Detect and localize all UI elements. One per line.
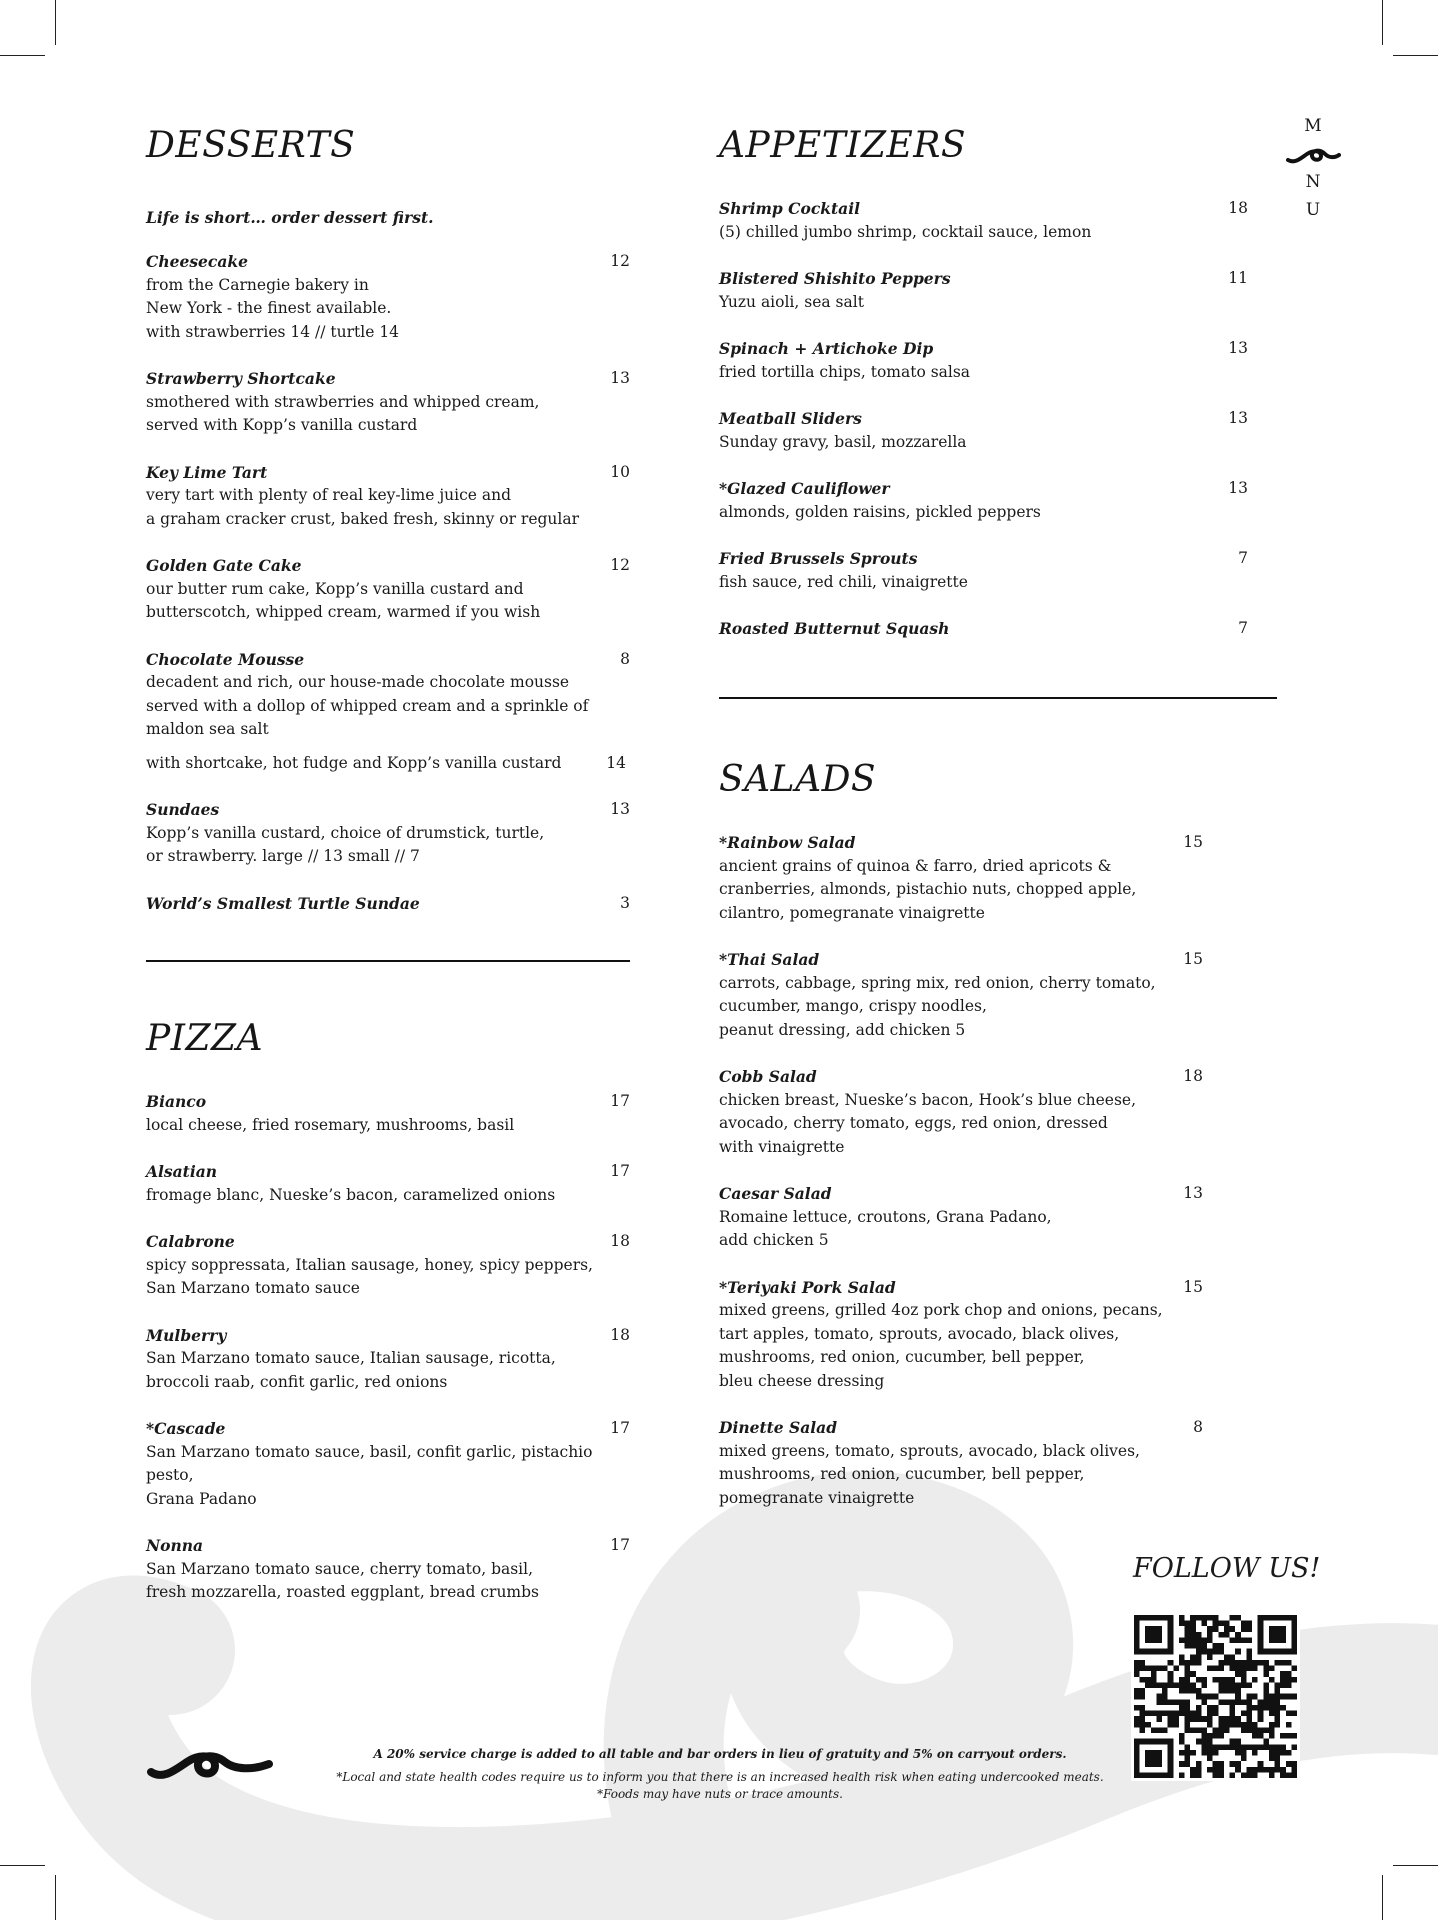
item-name: Sundaes — [146, 800, 220, 819]
menu-item — [719, 407, 1248, 454]
item-description: mixed greens, grilled 4oz pork chop and onions, pecans, tart apples, tomato, sprouts, avocado, black olives, mushrooms, red onion, cucumber, bell pepper, bleu cheese dressing — [719, 1301, 1163, 1390]
item-name: Nonna — [146, 1536, 204, 1555]
item-name: *Glazed Cauliflower — [719, 479, 890, 498]
qr-code-icon — [1134, 1615, 1297, 1778]
section-divider — [146, 960, 630, 962]
pizza-section — [146, 1018, 630, 1605]
item-description: local cheese, fried rosemary, mushrooms, basil — [146, 1115, 515, 1134]
crop-mark — [55, 1875, 56, 1920]
item-name: Spinach + Artichoke Dip — [719, 339, 934, 358]
menu-item — [719, 617, 1248, 641]
item-price: 18 — [610, 1325, 630, 1344]
item-name: Meatball Sliders — [719, 409, 862, 428]
item-name: Blistered Shishito Peppers — [719, 269, 951, 288]
menu-item — [719, 267, 1248, 314]
salads-section — [719, 759, 1203, 1510]
menu-item — [146, 798, 630, 869]
item-price: 15 — [1183, 1277, 1203, 1296]
item-price: 8 — [1193, 1418, 1203, 1436]
item-name: *Teriyaki Pork Salad — [719, 1277, 896, 1297]
menu-item — [719, 477, 1248, 524]
item-price: 12 — [610, 556, 630, 574]
item-description: Romaine lettuce, croutons, Grana Padano, add chicken 5 — [719, 1207, 1052, 1249]
item-description: mixed greens, tomato, sprouts, avocado, black olives, mushrooms, red onion, cucumber, bell pepper, pomegranate vinaigrette — [719, 1441, 1140, 1507]
item-description: (5) chilled jumbo shrimp, cocktail sauce, lemon — [719, 222, 1092, 241]
menu-letter-u: U — [1305, 200, 1321, 220]
menu-item — [146, 1160, 630, 1207]
crop-mark — [1382, 0, 1383, 45]
menu-item — [146, 1324, 630, 1395]
menu-item — [719, 1182, 1203, 1253]
crop-mark — [1393, 55, 1438, 56]
desserts-title: DESSERTS — [146, 125, 356, 166]
item-description: Sunday gravy, basil, mozzarella — [719, 432, 967, 451]
health-code-note: *Local and state health codes require us to inform you that there is an increased health risk when eating undercooked meats. — [336, 1770, 1104, 1784]
service-charge-note: A 20% service charge is added to all table and bar orders in lieu of gratuity and 5% on carryout orders. — [373, 1747, 1067, 1761]
item-name: Calabrone — [146, 1232, 235, 1251]
item-description: ancient grains of quinoa & farro, dried apricots & cranberries, almonds, pistachio nuts, chopped apple, cilantro, pomegranate vinaigrette — [719, 856, 1137, 922]
item-name: Cobb Salad — [719, 1067, 817, 1086]
crop-mark — [55, 0, 56, 45]
crop-mark — [1382, 1875, 1383, 1920]
desserts-tagline: Life is short… order dessert first. — [146, 208, 434, 227]
item-price: 13 — [610, 369, 630, 387]
menu-item — [146, 554, 630, 625]
item-name: Key Lime Tart — [146, 462, 268, 482]
item-price: 13 — [1183, 1184, 1203, 1202]
item-price: 13 — [1228, 339, 1248, 357]
item-price: 7 — [1238, 549, 1248, 567]
menu-item — [719, 1065, 1203, 1159]
item-description: fish sauce, red chili, vinaigrette — [719, 572, 968, 591]
item-description: very tart with plenty of real key-lime juice and a graham cracker crust, baked fresh, skinny or regular — [146, 486, 580, 528]
item-price: 18 — [610, 1232, 630, 1250]
item-price: 11 — [1228, 269, 1248, 287]
item-price: 17 — [610, 1536, 630, 1554]
qr-code[interactable] — [1131, 1612, 1300, 1781]
crop-mark — [0, 1865, 45, 1866]
item-description: San Marzano tomato sauce, cherry tomato, basil, fresh mozzarella, roasted eggplant, bread crumbs — [146, 1559, 540, 1601]
menu-item — [146, 1417, 630, 1511]
desserts-section — [146, 125, 630, 962]
item-description: San Marzano tomato sauce, basil, confit garlic, pistachio pesto, Grana Padano — [146, 1442, 593, 1508]
pizza-title: PIZZA — [146, 1018, 263, 1059]
menu-item — [719, 831, 1203, 925]
item-price: 3 — [620, 893, 630, 912]
item-name: Mulberry — [146, 1325, 227, 1345]
menu-item — [146, 892, 630, 916]
menu-item — [146, 648, 630, 742]
item-name: Caesar Salad — [719, 1184, 832, 1203]
item-description: spicy soppressata, Italian sausage, honey, spicy peppers, San Marzano tomato sauce — [146, 1255, 593, 1297]
crop-mark — [0, 55, 45, 56]
item-name: Roasted Butternut Squash — [719, 619, 950, 638]
item-name: Chocolate Mousse — [146, 649, 305, 669]
item-name: Shrimp Cocktail — [719, 199, 860, 218]
item-name: Cheesecake — [146, 252, 248, 271]
addon-price: 14 — [606, 753, 626, 772]
menu-item — [146, 1090, 630, 1137]
item-price: 13 — [1228, 479, 1248, 497]
menu-item — [719, 1276, 1203, 1394]
follow-us-heading: FOLLOW US! — [1133, 1553, 1321, 1584]
menu-letter-n: N — [1305, 172, 1321, 192]
item-name: Strawberry Shortcake — [146, 369, 336, 388]
item-price: 18 — [1228, 199, 1248, 217]
crop-mark — [1393, 1865, 1438, 1866]
item-name: *Cascade — [146, 1419, 226, 1438]
swirl-icon — [1285, 142, 1341, 168]
appetizers-section — [719, 125, 1277, 699]
item-price: 18 — [1183, 1067, 1203, 1085]
item-price: 17 — [610, 1162, 630, 1180]
item-description: carrots, cabbage, spring mix, red onion, cherry tomato, cucumber, mango, crispy noodles, peanut dressing, add chicken 5 — [719, 973, 1156, 1039]
item-price: 12 — [610, 252, 630, 270]
addon-line — [146, 752, 630, 776]
item-price: 15 — [1183, 950, 1203, 968]
item-description: chicken breast, Nueske’s bacon, Hook’s blue cheese, avocado, cherry tomato, eggs, red onion, dressed with vinaigrette — [719, 1090, 1137, 1156]
salads-title: SALADS — [719, 759, 877, 800]
menu-item — [146, 1534, 630, 1605]
item-name: *Thai Salad — [719, 950, 820, 969]
menu-item — [146, 1230, 630, 1301]
item-description: fromage blanc, Nueske’s bacon, caramelized onions — [146, 1185, 556, 1204]
menu-item — [719, 547, 1248, 594]
item-price: 7 — [1238, 619, 1248, 637]
menu-item — [146, 461, 630, 532]
menu-letter-m: M — [1304, 116, 1322, 136]
item-name: Bianco — [146, 1092, 207, 1111]
menu-vertical-logo — [1301, 116, 1325, 220]
appetizers-title: APPETIZERS — [719, 125, 967, 166]
item-description: almonds, golden raisins, pickled peppers — [719, 502, 1041, 521]
menu-item — [719, 1416, 1203, 1510]
item-name: *Rainbow Salad — [719, 833, 856, 852]
menu-item — [146, 250, 630, 344]
item-name: Fried Brussels Sprouts — [719, 549, 918, 568]
section-divider — [719, 697, 1277, 699]
item-description: Yuzu aioli, sea salt — [719, 292, 864, 311]
menu-item — [719, 948, 1203, 1042]
item-name: World’s Smallest Turtle Sundae — [146, 893, 420, 913]
item-price: 17 — [610, 1419, 630, 1437]
item-description: fried tortilla chips, tomato salsa — [719, 362, 971, 381]
item-description: from the Carnegie bakery in New York - the finest available. with strawberries 14 // turtle 14 — [146, 275, 400, 341]
item-description: our butter rum cake, Kopp’s vanilla custard and butterscotch, whipped cream, warmed if you wish — [146, 579, 541, 621]
item-price: 8 — [620, 649, 630, 668]
item-price: 15 — [1183, 833, 1203, 851]
allergy-note: *Foods may have nuts or trace amounts. — [597, 1787, 843, 1801]
menu-item — [719, 337, 1248, 384]
item-price: 13 — [610, 800, 630, 818]
item-name: Dinette Salad — [719, 1418, 838, 1437]
item-price: 10 — [610, 462, 630, 481]
item-name: Alsatian — [146, 1162, 218, 1181]
item-price: 17 — [610, 1092, 630, 1110]
item-description: Kopp’s vanilla custard, choice of drumstick, turtle, or strawberry. large // 13 small // 7 — [146, 823, 545, 865]
item-description: San Marzano tomato sauce, Italian sausage, ricotta, broccoli raab, confit garlic, red onions — [146, 1349, 556, 1391]
menu-item — [146, 367, 630, 438]
item-description: decadent and rich, our house-made chocolate mousse served with a dollop of whipped cream and a sprinkle of maldon sea salt — [146, 673, 589, 738]
item-name: Golden Gate Cake — [146, 556, 302, 575]
item-price: 13 — [1228, 409, 1248, 427]
item-description: smothered with strawberries and whipped cream, served with Kopp’s vanilla custard — [146, 392, 540, 434]
addon-text: with shortcake, hot fudge and Kopp’s vanilla custard — [146, 753, 562, 772]
menu-item — [719, 197, 1248, 244]
swirl-logo-icon — [145, 1740, 275, 1790]
